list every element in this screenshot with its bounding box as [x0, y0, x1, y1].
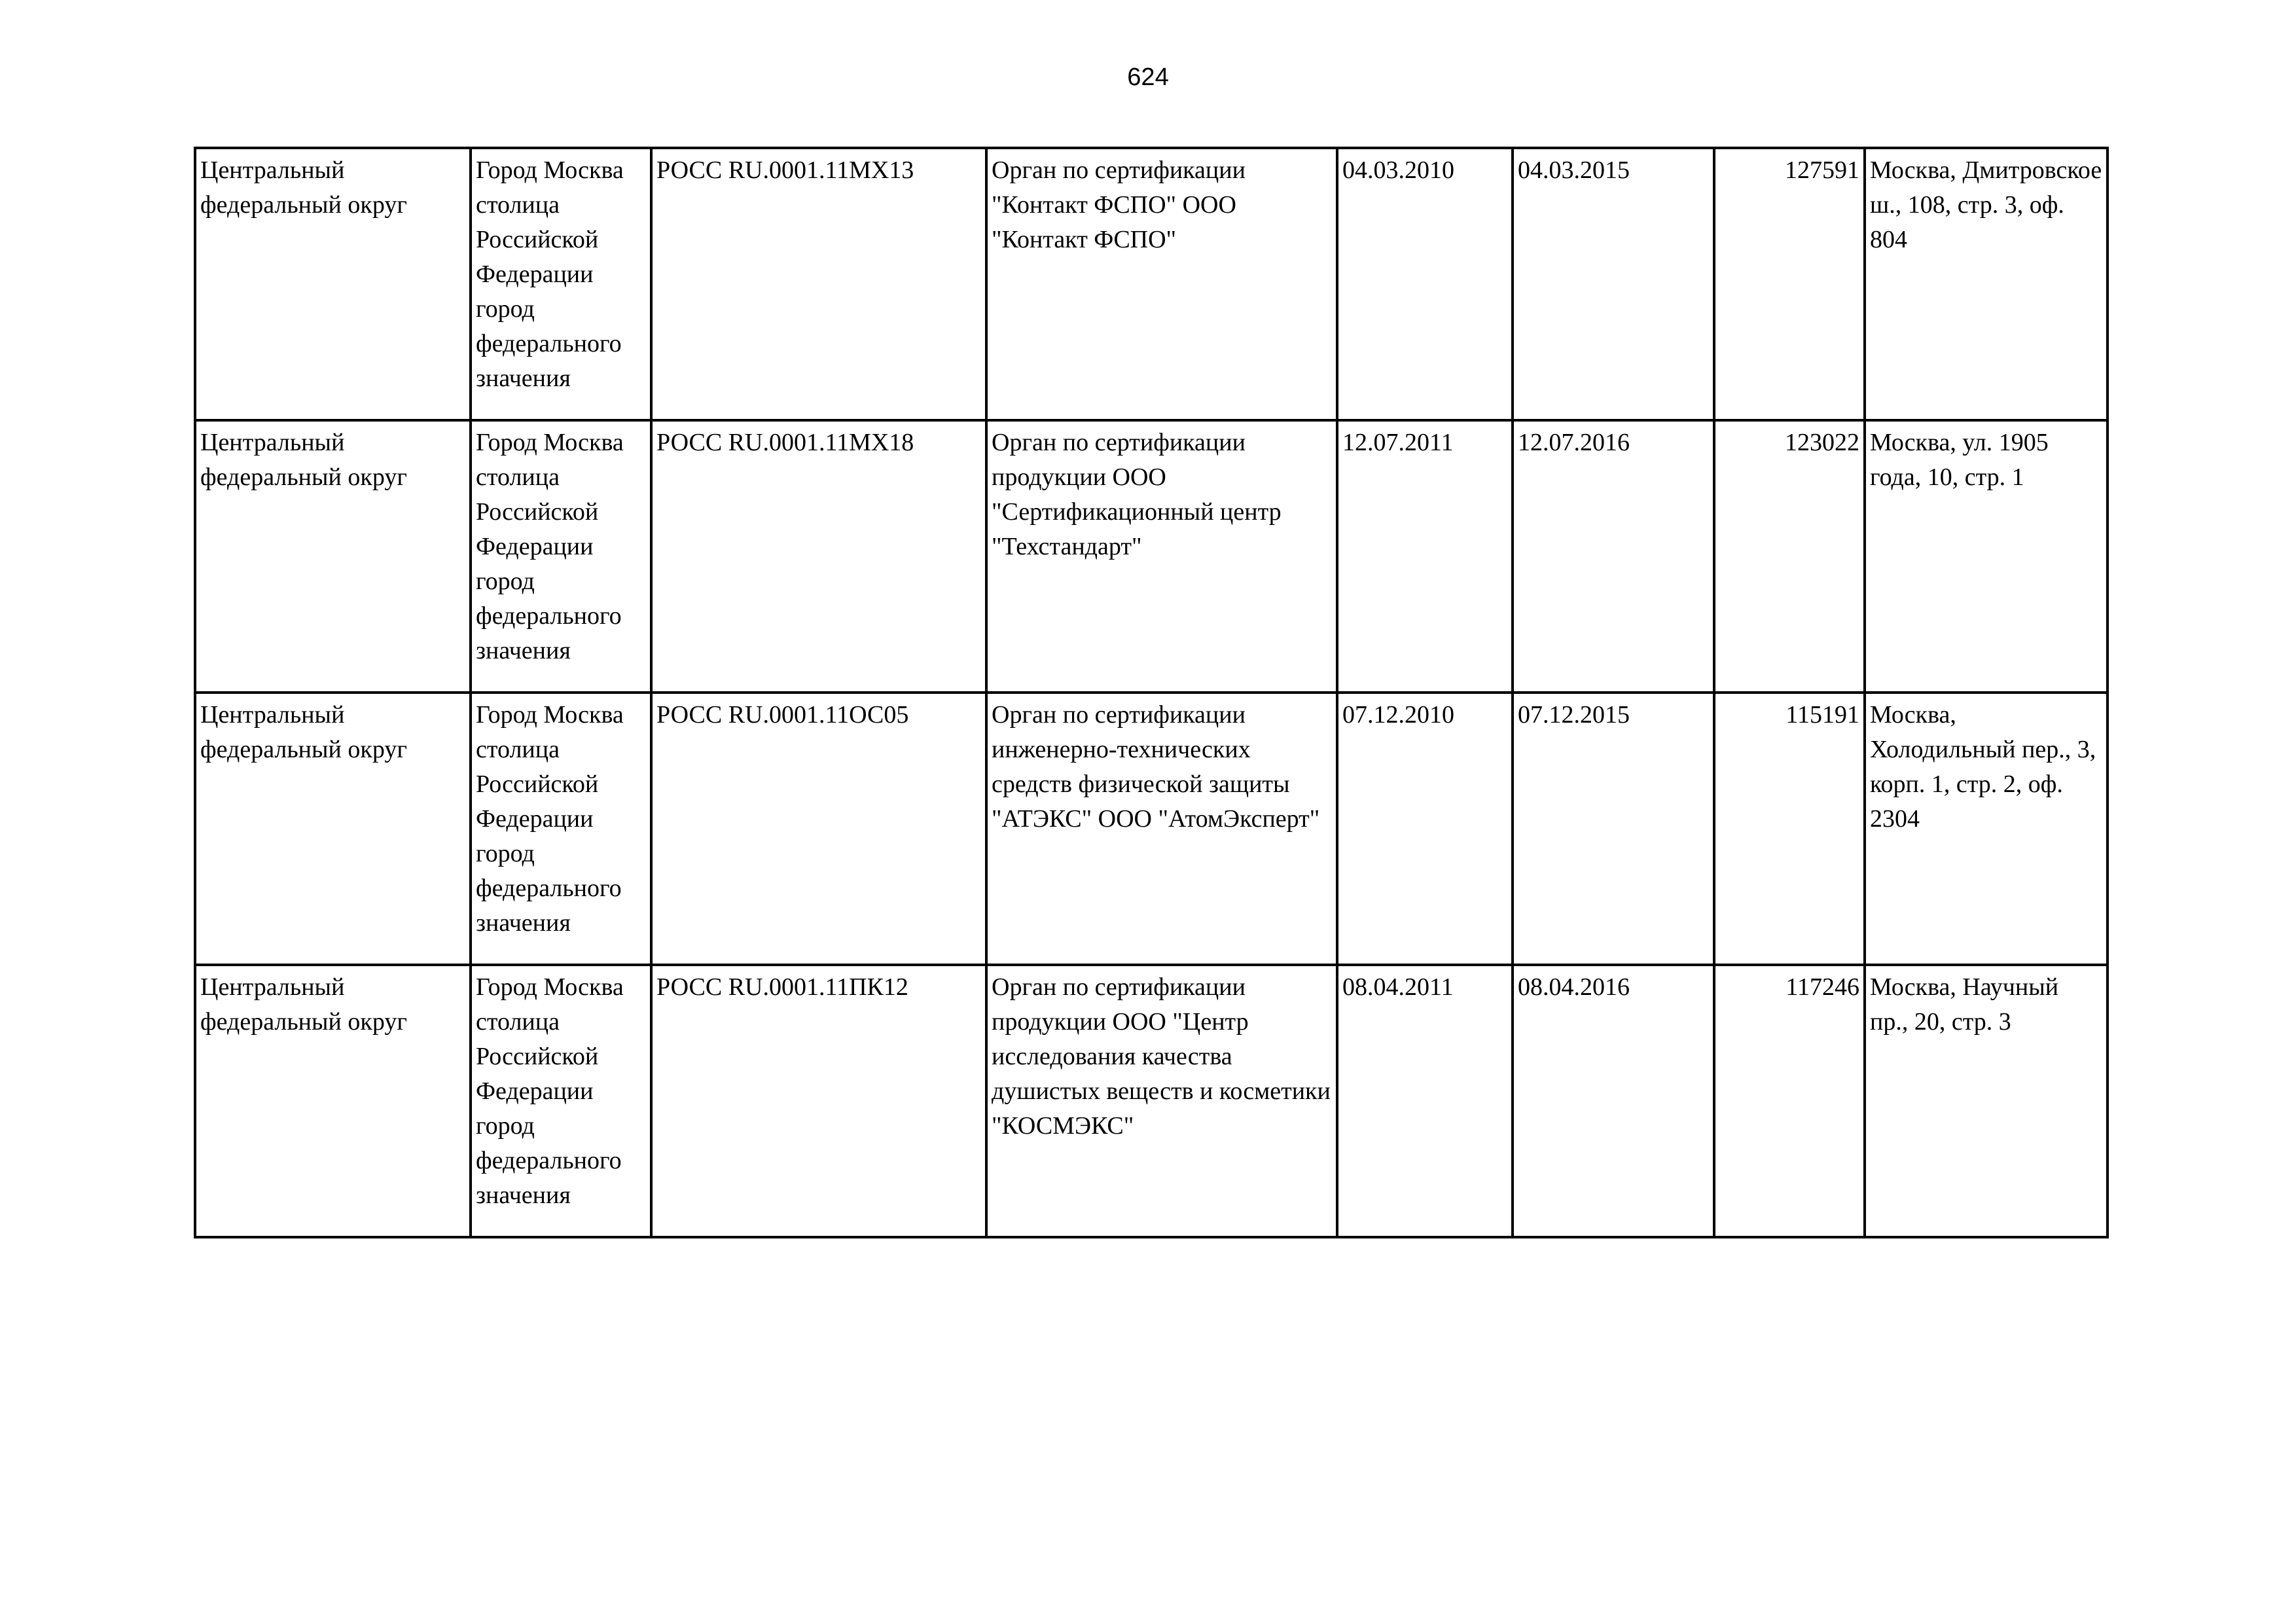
certification-registry-table [194, 147, 2109, 1238]
organization-cell: Орган по сертификации продукции ООО "Центр исследования качества душистых веществ и косметики "КОСМЭКС" [986, 965, 1337, 1237]
address-cell: Москва, Дмитровское ш., 108, стр. 3, оф. 804 [1865, 148, 2108, 420]
region-cell: Город Москва столица Российской Федерации город федерального значения [471, 420, 651, 693]
reg-number-cell: РОСС RU.0001.11МХ13 [651, 148, 986, 420]
postal-index-cell: 117246 [1714, 965, 1865, 1237]
region-cell: Город Москва столица Российской Федерации город федерального значения [471, 693, 651, 965]
district-cell: Центральный федеральный округ [195, 693, 471, 965]
table-row [195, 148, 2108, 420]
organization-cell: Орган по сертификации "Контакт ФСПО" ООО "Контакт ФСПО" [986, 148, 1337, 420]
date-to-cell: 08.04.2016 [1513, 965, 1714, 1237]
region-cell: Город Москва столица Российской Федерации город федерального значения [471, 965, 651, 1237]
district-cell: Центральный федеральный округ [195, 965, 471, 1237]
date-from-cell: 07.12.2010 [1337, 693, 1513, 965]
address-cell: Москва, Холодильный пер., 3, корп. 1, стр. 2, оф. 2304 [1865, 693, 2108, 965]
organization-cell: Орган по сертификации инженерно-технических средств физической защиты "АТЭКС" ООО "АтомЭксперт" [986, 693, 1337, 965]
address-cell: Москва, ул. 1905 года, 10, стр. 1 [1865, 420, 2108, 693]
postal-index-cell: 127591 [1714, 148, 1865, 420]
table-row [195, 420, 2108, 693]
reg-number-cell: РОСС RU.0001.11ОС05 [651, 693, 986, 965]
organization-cell: Орган по сертификации продукции ООО "Сертификационный центр "Техстандарт" [986, 420, 1337, 693]
reg-number-cell: РОСС RU.0001.11МХ18 [651, 420, 986, 693]
reg-number-cell: РОСС RU.0001.11ПК12 [651, 965, 986, 1237]
date-from-cell: 08.04.2011 [1337, 965, 1513, 1237]
date-from-cell: 12.07.2011 [1337, 420, 1513, 693]
postal-index-cell: 123022 [1714, 420, 1865, 693]
date-to-cell: 12.07.2016 [1513, 420, 1714, 693]
district-cell: Центральный федеральный округ [195, 420, 471, 693]
date-to-cell: 04.03.2015 [1513, 148, 1714, 420]
page-number: 624 [1127, 63, 1169, 91]
date-to-cell: 07.12.2015 [1513, 693, 1714, 965]
district-cell: Центральный федеральный округ [195, 148, 471, 420]
region-cell: Город Москва столица Российской Федерации город федерального значения [471, 148, 651, 420]
table-row [195, 965, 2108, 1237]
table-row [195, 693, 2108, 965]
address-cell: Москва, Научный пр., 20, стр. 3 [1865, 965, 2108, 1237]
postal-index-cell: 115191 [1714, 693, 1865, 965]
date-from-cell: 04.03.2010 [1337, 148, 1513, 420]
